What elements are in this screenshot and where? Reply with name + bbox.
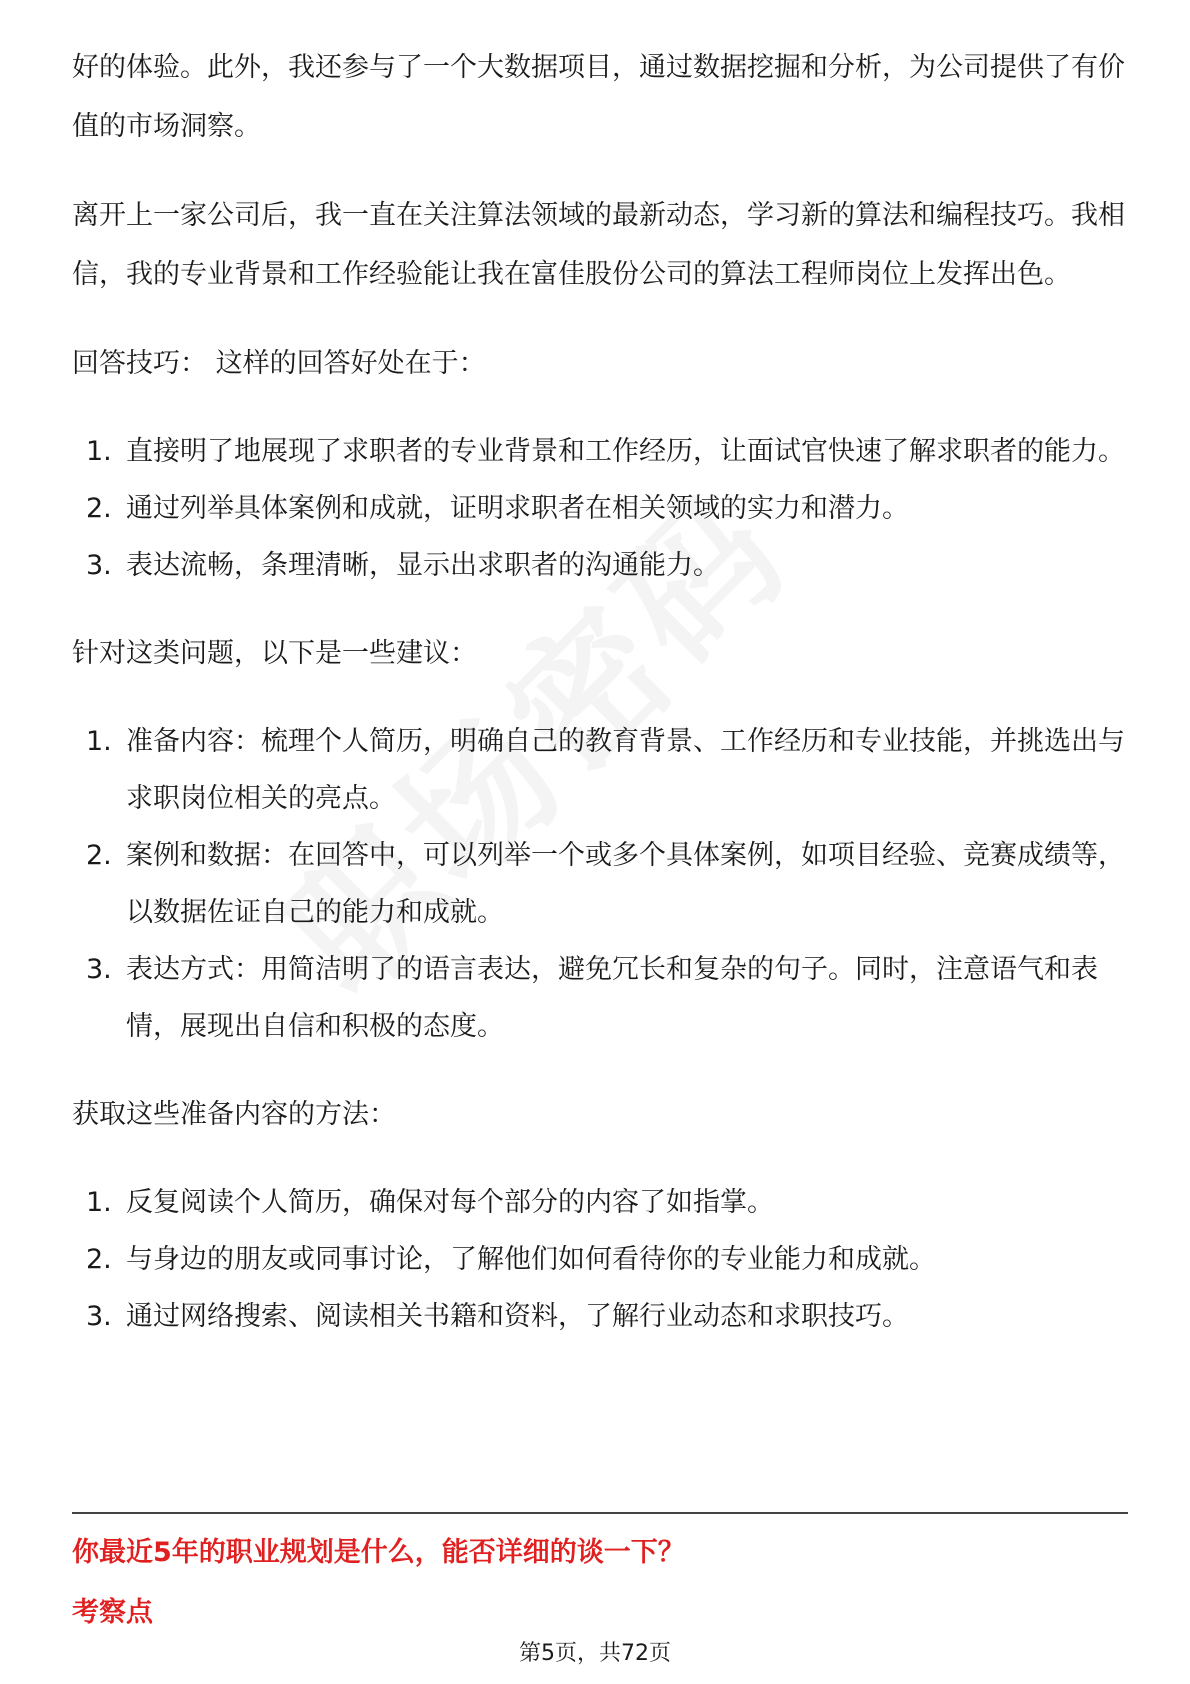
list-item-text: 通过网络搜索、阅读相关书籍和资料，了解行业动态和求职技巧。 [126, 1301, 909, 1332]
list-number: 1. [86, 436, 112, 467]
list-item [72, 480, 1132, 537]
list-number: 3. [86, 1301, 112, 1332]
list-item [72, 827, 1132, 941]
list-item [72, 1174, 1132, 1231]
page-footer: 第5页，共72页 [519, 1641, 671, 1666]
list-number: 2. [86, 840, 112, 871]
list-number: 2. [86, 1244, 112, 1275]
list-item-text: 与身边的朋友或同事讨论，了解他们如何看待你的专业能力和成就。 [126, 1244, 936, 1275]
next-question-title: 你最近5年的职业规划是什么，能否详细的谈一下？ [72, 1537, 685, 1568]
list-item [72, 1288, 1132, 1345]
intro-paragraph-1: 好的体验。此外，我还参与了一个大数据项目，通过数据挖掘和分析，为公司提供了有价值的市场洞察。 [72, 52, 1125, 142]
next-section-label: 考察点 [72, 1597, 153, 1628]
list-item [72, 537, 1132, 594]
suggestions-list [72, 713, 1132, 1055]
list-item [72, 713, 1132, 827]
list-item-text: 通过列举具体案例和成就，证明求职者在相关领域的实力和潜力。 [126, 493, 909, 524]
document-body [72, 38, 1132, 1375]
list-item [72, 1231, 1132, 1288]
section-divider [72, 1512, 1128, 1514]
list-item-text: 案例和数据：在回答中，可以列举一个或多个具体案例，如项目经验、竞赛成绩等，以数据佐证自己的能力和成就。 [126, 840, 1125, 928]
list-item-text: 表达流畅，条理清晰，显示出求职者的沟通能力。 [126, 550, 720, 581]
list-number: 3. [86, 550, 112, 581]
list-item-text: 准备内容：梳理个人简历，明确自己的教育背景、工作经历和专业技能，并挑选出与求职岗位相关的亮点。 [126, 726, 1125, 814]
list-item [72, 941, 1132, 1055]
list-item-text: 反复阅读个人简历，确保对每个部分的内容了如指掌。 [126, 1187, 774, 1218]
list-number: 1. [86, 726, 112, 757]
list-item [72, 423, 1132, 480]
list-item-text: 直接明了地展现了求职者的专业背景和工作经历，让面试官快速了解求职者的能力。 [126, 436, 1125, 467]
list-number: 1. [86, 1187, 112, 1218]
list-item-text: 表达方式：用简洁明了的语言表达，避免冗长和复杂的句子。同时，注意语气和表情，展现出自信和积极的态度。 [126, 954, 1098, 1042]
list-number: 2. [86, 493, 112, 524]
list-number: 3. [86, 954, 112, 985]
suggestions-heading: 针对这类问题，以下是一些建议： [72, 638, 477, 669]
answer-tips-heading: 回答技巧： 这样的回答好处在于： [72, 348, 486, 379]
methods-heading: 获取这些准备内容的方法： [72, 1099, 396, 1130]
answer-tips-list [72, 423, 1132, 594]
methods-list [72, 1174, 1132, 1345]
intro-paragraph-2: 离开上一家公司后，我一直在关注算法领域的最新动态，学习新的算法和编程技巧。我相信，我的专业背景和工作经验能让我在富佳股份公司的算法工程师岗位上发挥出色。 [72, 200, 1125, 290]
